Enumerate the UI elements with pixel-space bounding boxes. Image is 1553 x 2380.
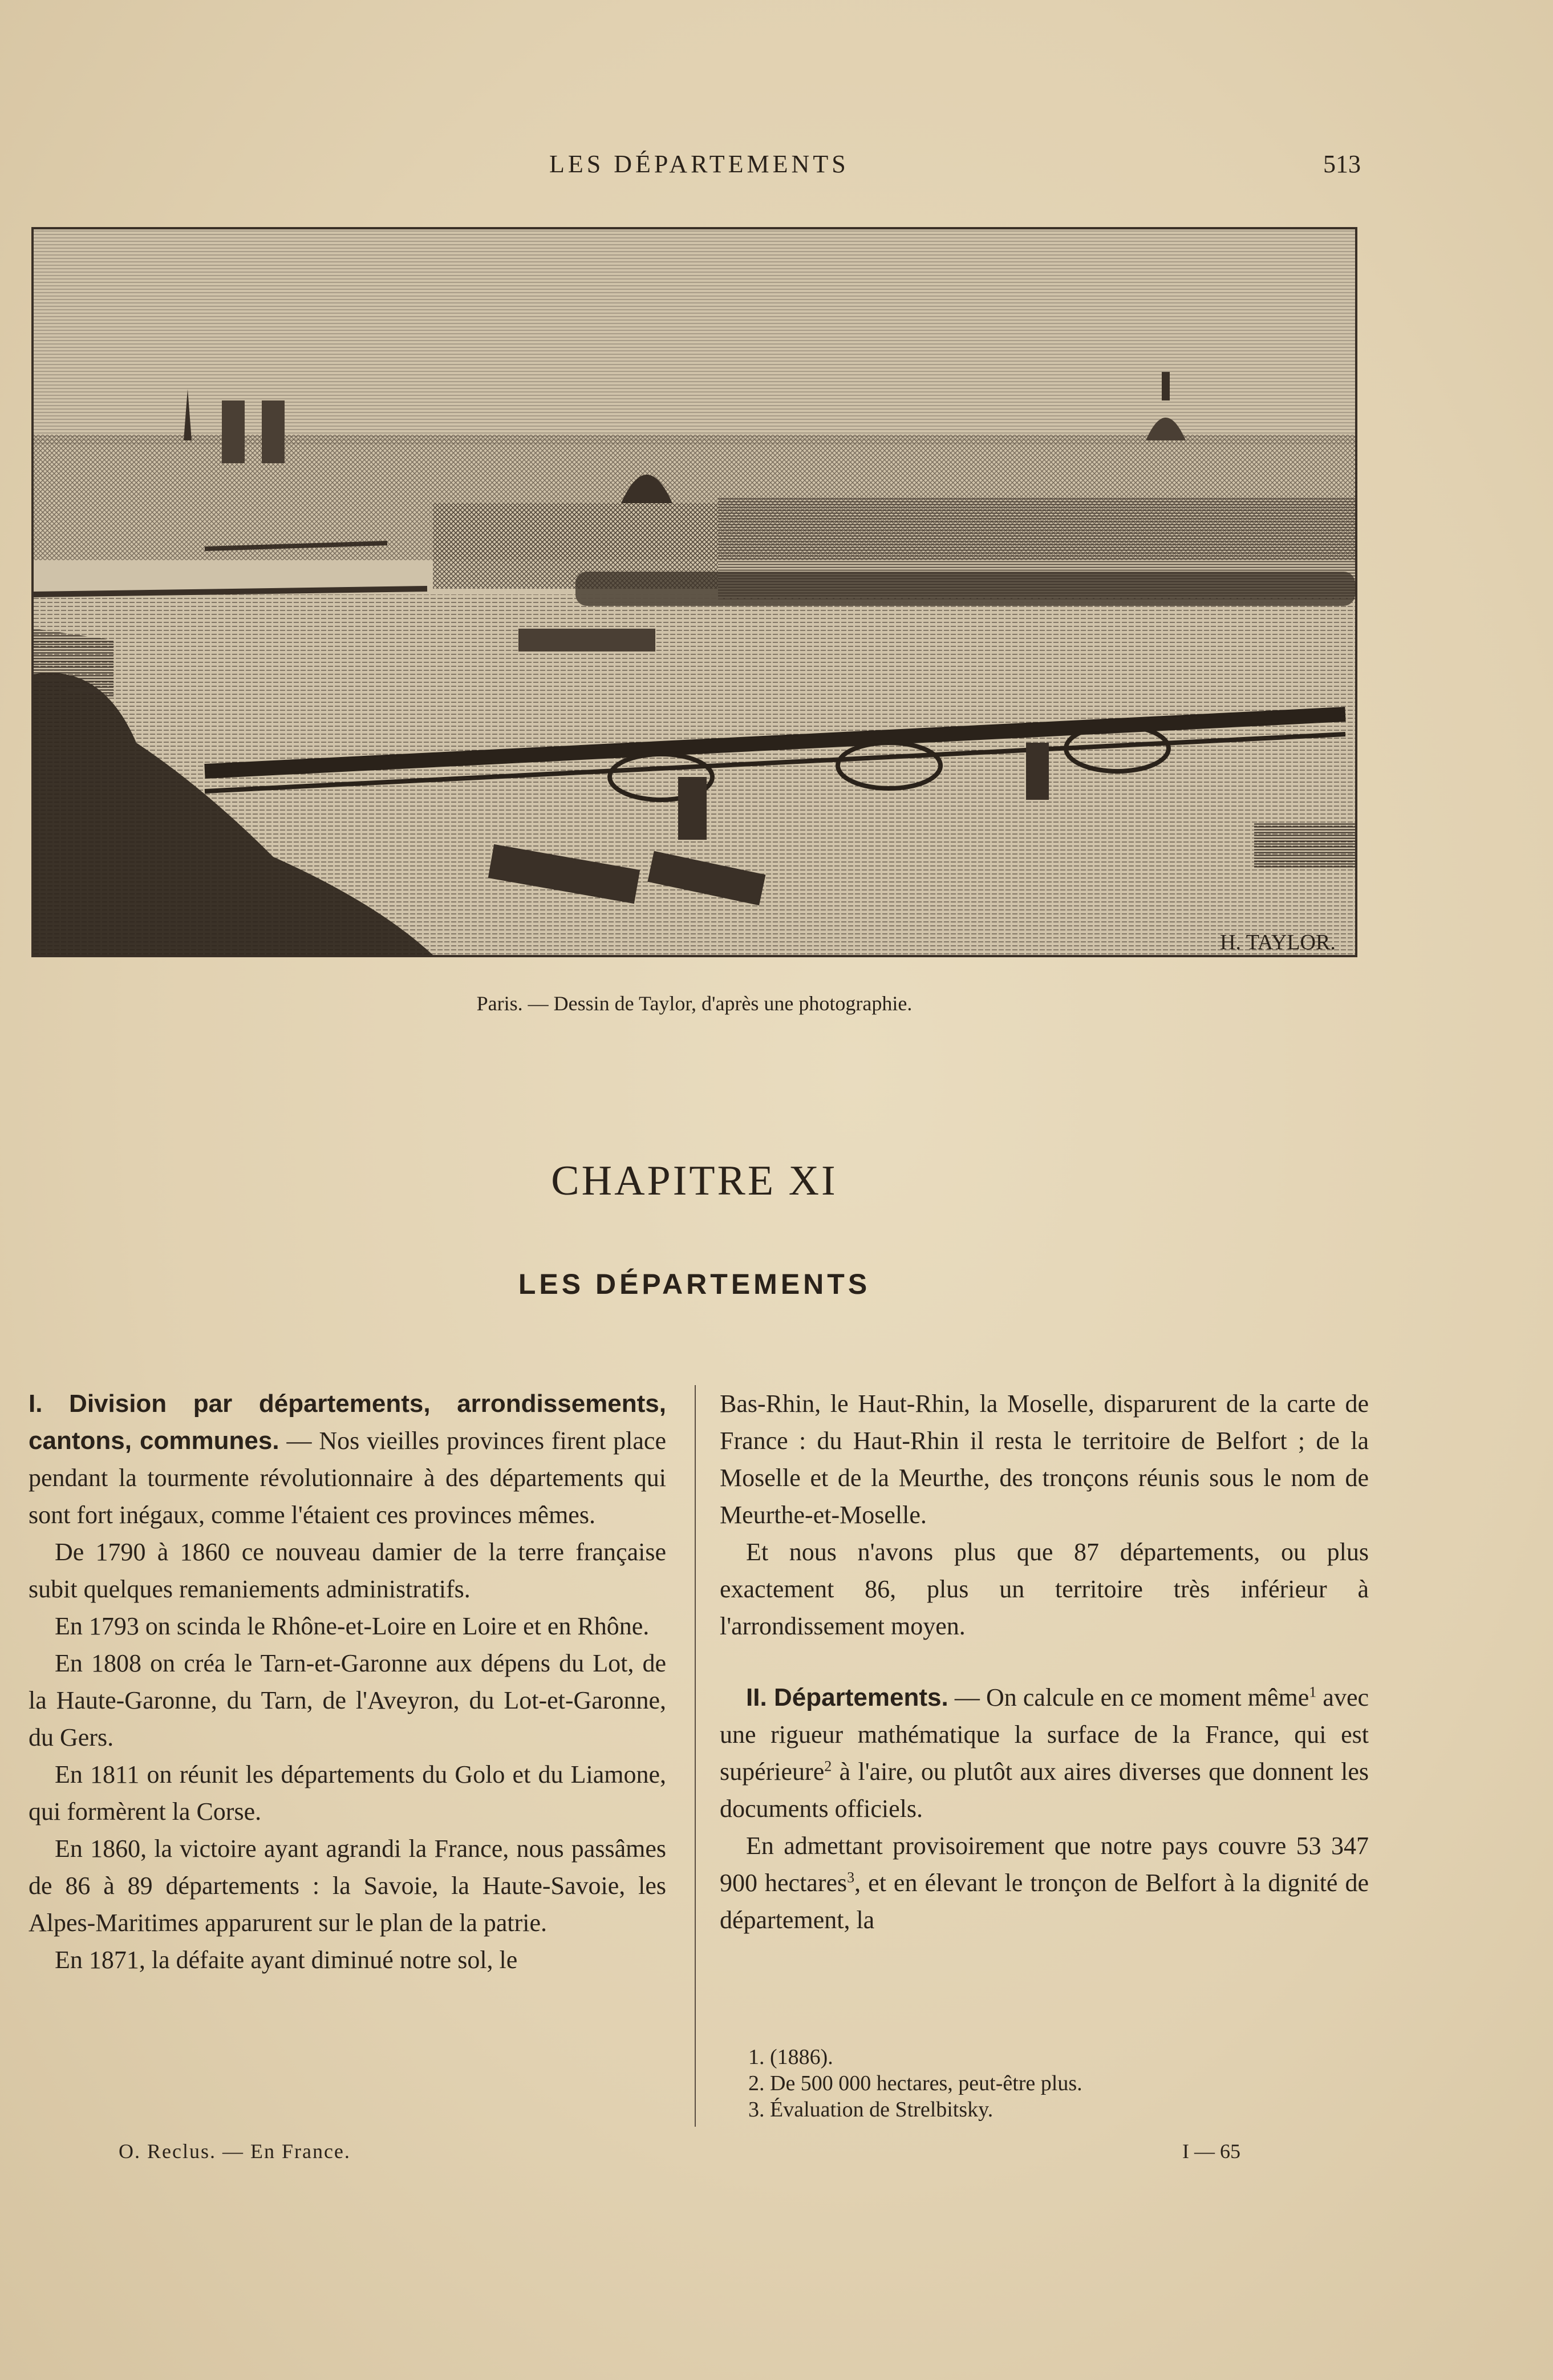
paragraph: Et nous n'avons plus que 87 départements, ou plus exactement 86, plus un territoire très inférieur à l'arrondissement moyen. [720, 1538, 1369, 1640]
paragraph: En 1871, la défaite ayant diminué notre sol, le [55, 1946, 518, 1974]
running-header [0, 149, 1553, 189]
chapter-number: CHAPITRE XI [551, 1157, 838, 1204]
paragraph-text: avec une rigueur mathématique la surface de la France, qui est supérieure [720, 1683, 1369, 1786]
footnote: 2. De 500 000 hectares, peut-être plus. [748, 2071, 1082, 2095]
paragraph: En 1860, la victoire ayant agrandi la France, nous passâmes de 86 à 89 départements : la Savoie, la Haute-Savoie, les Alpes-Maritimes apparurent sur le plan de la patrie. [29, 1835, 666, 1937]
column-rule [695, 1385, 696, 2127]
artist-signature: H. TAYLOR. [1220, 930, 1336, 954]
footnote: 1. (1886). [748, 2045, 833, 2069]
footnote: 3. Évaluation de Strelbitsky. [748, 2098, 994, 2122]
paragraph: En 1793 on scinda le Rhône-et-Loire en Loire et en Rhône. [55, 1612, 650, 1640]
paragraph: En 1808 on créa le Tarn-et-Garonne aux dépens du Lot, de la Haute-Garonne, du Tarn, de l'Aveyron, du Lot-et-Garonne, du Gers. [29, 1649, 666, 1751]
paragraph-text: — On calcule en ce moment même [954, 1683, 1309, 1711]
footnote-ref: 2 [824, 1758, 832, 1775]
section-heading: I. Division par départements, arrondissements, cantons, communes. [29, 1390, 666, 1455]
footer-signature-mark: I — 65 [1182, 2140, 1240, 2163]
figure-caption: Paris. — Dessin de Taylor, d'après une photographie. [476, 992, 913, 1015]
paragraph [720, 1679, 1369, 1827]
footnotes [748, 2044, 1319, 2123]
page-number: 513 [1323, 150, 1361, 178]
section-heading: II. Départements. [746, 1683, 948, 1711]
spacer [720, 1645, 1369, 1679]
paragraph-text: à l'aire, ou plutôt aux aires diverses que donnent les documents officiels. [720, 1758, 1369, 1823]
footer-author: O. Reclus. — En France. [119, 2140, 351, 2163]
running-title: LES DÉPARTEMENTS [549, 150, 849, 178]
chapter-title: LES DÉPARTEMENTS [518, 1268, 871, 1300]
paragraph: Bas-Rhin, le Haut-Rhin, la Moselle, disparurent de la carte de France : du Haut-Rhin il resta le territoire de Belfort ; de la Moselle et de la Meurthe, des tronçons réunis sous le nom de Meurthe-et-Moselle. [720, 1390, 1369, 1529]
paragraph-text: , et en élevant le tronçon de Belfort à la dignité de département, la [720, 1869, 1369, 1934]
footnote-ref: 1 [1309, 1683, 1317, 1701]
paragraph [29, 1385, 666, 1533]
right-column [720, 1385, 1369, 1938]
paragraph-text: En admettant provisoirement que notre pays couvre 53 347 900 hectares [720, 1832, 1369, 1897]
paragraph-text: — Nos vieilles provinces firent place pendant la tourmente révolutionnaire à des départements qui sont fort inégaux, comme l'étaient ces provinces mêmes. [29, 1427, 666, 1529]
paragraph [720, 1827, 1369, 1938]
paragraph: En 1811 on réunit les départements du Golo et du Liamone, qui formèrent la Corse. [29, 1760, 666, 1826]
footnote-ref: 3 [847, 1869, 855, 1886]
left-column [29, 1385, 666, 1978]
engraving-paris-seine [31, 227, 1357, 957]
paragraph: De 1790 à 1860 ce nouveau damier de la terre française subit quelques remaniements administratifs. [29, 1538, 666, 1603]
